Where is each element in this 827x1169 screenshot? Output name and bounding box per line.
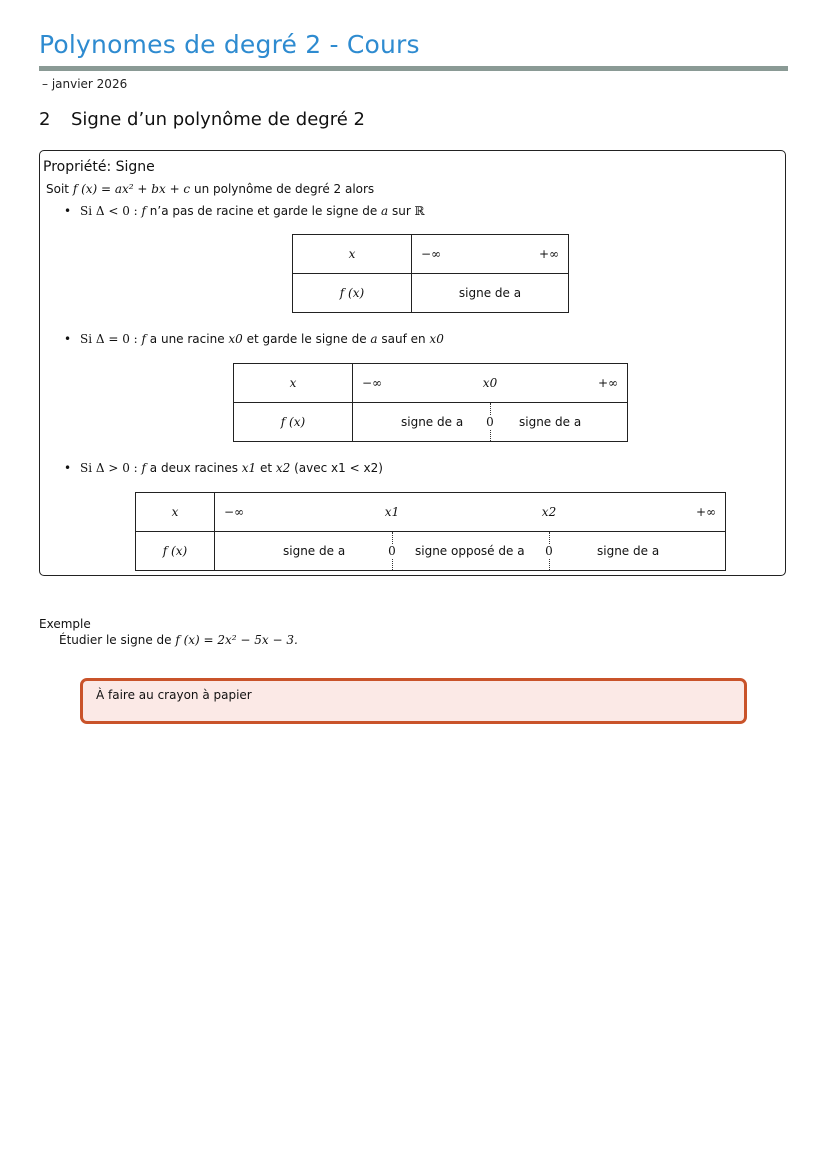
fx-header: f (x) bbox=[293, 274, 412, 313]
case-2-root2: x0 bbox=[429, 332, 444, 346]
example-text-pre: Étudier le signe de bbox=[59, 633, 176, 647]
plus-infinity: +∞ bbox=[695, 505, 716, 519]
x-header: x bbox=[234, 364, 353, 403]
sign-table-2 bbox=[233, 363, 628, 442]
case-3-text-mid: et bbox=[256, 461, 276, 475]
sign-right: signe de a bbox=[519, 415, 582, 429]
case-2-a: a bbox=[370, 332, 378, 346]
sign-left: signe de a bbox=[401, 415, 464, 429]
case-2-condition: Si Δ = 0 : bbox=[80, 332, 138, 346]
case-2 bbox=[64, 332, 444, 346]
table-row bbox=[136, 493, 726, 532]
x-values-cell bbox=[215, 493, 726, 532]
x-values-cell bbox=[412, 235, 569, 274]
table-row bbox=[234, 364, 628, 403]
intro-post: un polynôme de degré 2 alors bbox=[190, 182, 375, 196]
property-title: Propriété: Signe bbox=[43, 159, 155, 175]
section-number: 2 bbox=[39, 109, 51, 130]
case-1-condition: Si Δ < 0 : bbox=[80, 204, 138, 218]
date-line: – janvier 2026 bbox=[42, 77, 128, 91]
zero-marker: 0 bbox=[388, 544, 396, 558]
fx-header: f (x) bbox=[136, 532, 215, 571]
root-x1: x1 bbox=[384, 505, 400, 519]
case-3 bbox=[64, 461, 383, 475]
table-row bbox=[136, 532, 726, 571]
case-1-set: ℝ bbox=[414, 204, 425, 218]
case-2-text: a une racine bbox=[145, 332, 229, 346]
case-3-root1: x1 bbox=[241, 461, 257, 475]
zero-marker: 0 bbox=[486, 415, 494, 429]
table-row bbox=[234, 403, 628, 442]
fx-header: f (x) bbox=[234, 403, 353, 442]
example-label: Exemple bbox=[39, 617, 91, 631]
sign-cell bbox=[215, 532, 726, 571]
property-intro bbox=[46, 182, 374, 196]
case-3-condition: Si Δ > 0 : bbox=[80, 461, 138, 475]
case-3-text-post: (avec x1 < x2) bbox=[290, 461, 383, 475]
case-1-text-post: sur bbox=[388, 204, 415, 218]
x-header: x bbox=[293, 235, 412, 274]
minus-infinity: −∞ bbox=[421, 247, 442, 261]
minus-infinity: −∞ bbox=[362, 376, 383, 390]
sign-cell bbox=[353, 403, 628, 442]
x-header: x bbox=[136, 493, 215, 532]
minus-infinity: −∞ bbox=[224, 505, 245, 519]
sign-table-3 bbox=[135, 492, 726, 571]
x-values-cell bbox=[353, 364, 628, 403]
plus-infinity: +∞ bbox=[597, 376, 618, 390]
sign-table-1 bbox=[292, 234, 569, 313]
case-2-text-post: sauf en bbox=[377, 332, 430, 346]
case-2-text-mid: et garde le signe de bbox=[242, 332, 371, 346]
case-3-text: a deux racines bbox=[145, 461, 242, 475]
case-3-root2: x2 bbox=[275, 461, 291, 475]
section-heading bbox=[39, 109, 365, 130]
example-text bbox=[59, 633, 298, 647]
sign-right: signe de a bbox=[597, 544, 660, 558]
case-1-f: f bbox=[137, 204, 146, 218]
case-2-f: f bbox=[137, 332, 146, 346]
plus-infinity: +∞ bbox=[538, 247, 559, 261]
table-row bbox=[293, 235, 569, 274]
sign-left: signe de a bbox=[283, 544, 346, 558]
intro-formula: f (x) = ax² + bx + c bbox=[72, 182, 191, 196]
case-2-root: x0 bbox=[228, 332, 243, 346]
sign-cell: signe de a bbox=[412, 274, 569, 313]
page-title: Polynomes de degré 2 - Cours bbox=[39, 30, 420, 59]
root-x0: x0 bbox=[482, 376, 498, 390]
title-rule bbox=[39, 66, 788, 71]
sign-middle: signe opposé de a bbox=[415, 544, 525, 558]
root-x2: x2 bbox=[541, 505, 557, 519]
example-formula: f (x) = 2x² − 5x − 3. bbox=[175, 633, 298, 647]
section-title: Signe d’un polynôme de degré 2 bbox=[71, 109, 365, 130]
case-1-a: a bbox=[381, 204, 389, 218]
intro-pre: Soit bbox=[46, 182, 73, 196]
table-row bbox=[293, 274, 569, 313]
hint-text: À faire au crayon à papier bbox=[96, 688, 252, 702]
case-1-text: n’a pas de racine et garde le signe de bbox=[145, 204, 382, 218]
case-3-f: f bbox=[137, 461, 146, 475]
zero-marker: 0 bbox=[545, 544, 553, 558]
bullet-icon: • bbox=[64, 461, 72, 475]
bullet-icon: • bbox=[64, 332, 72, 346]
bullet-icon: • bbox=[64, 204, 72, 218]
case-1 bbox=[64, 204, 425, 218]
